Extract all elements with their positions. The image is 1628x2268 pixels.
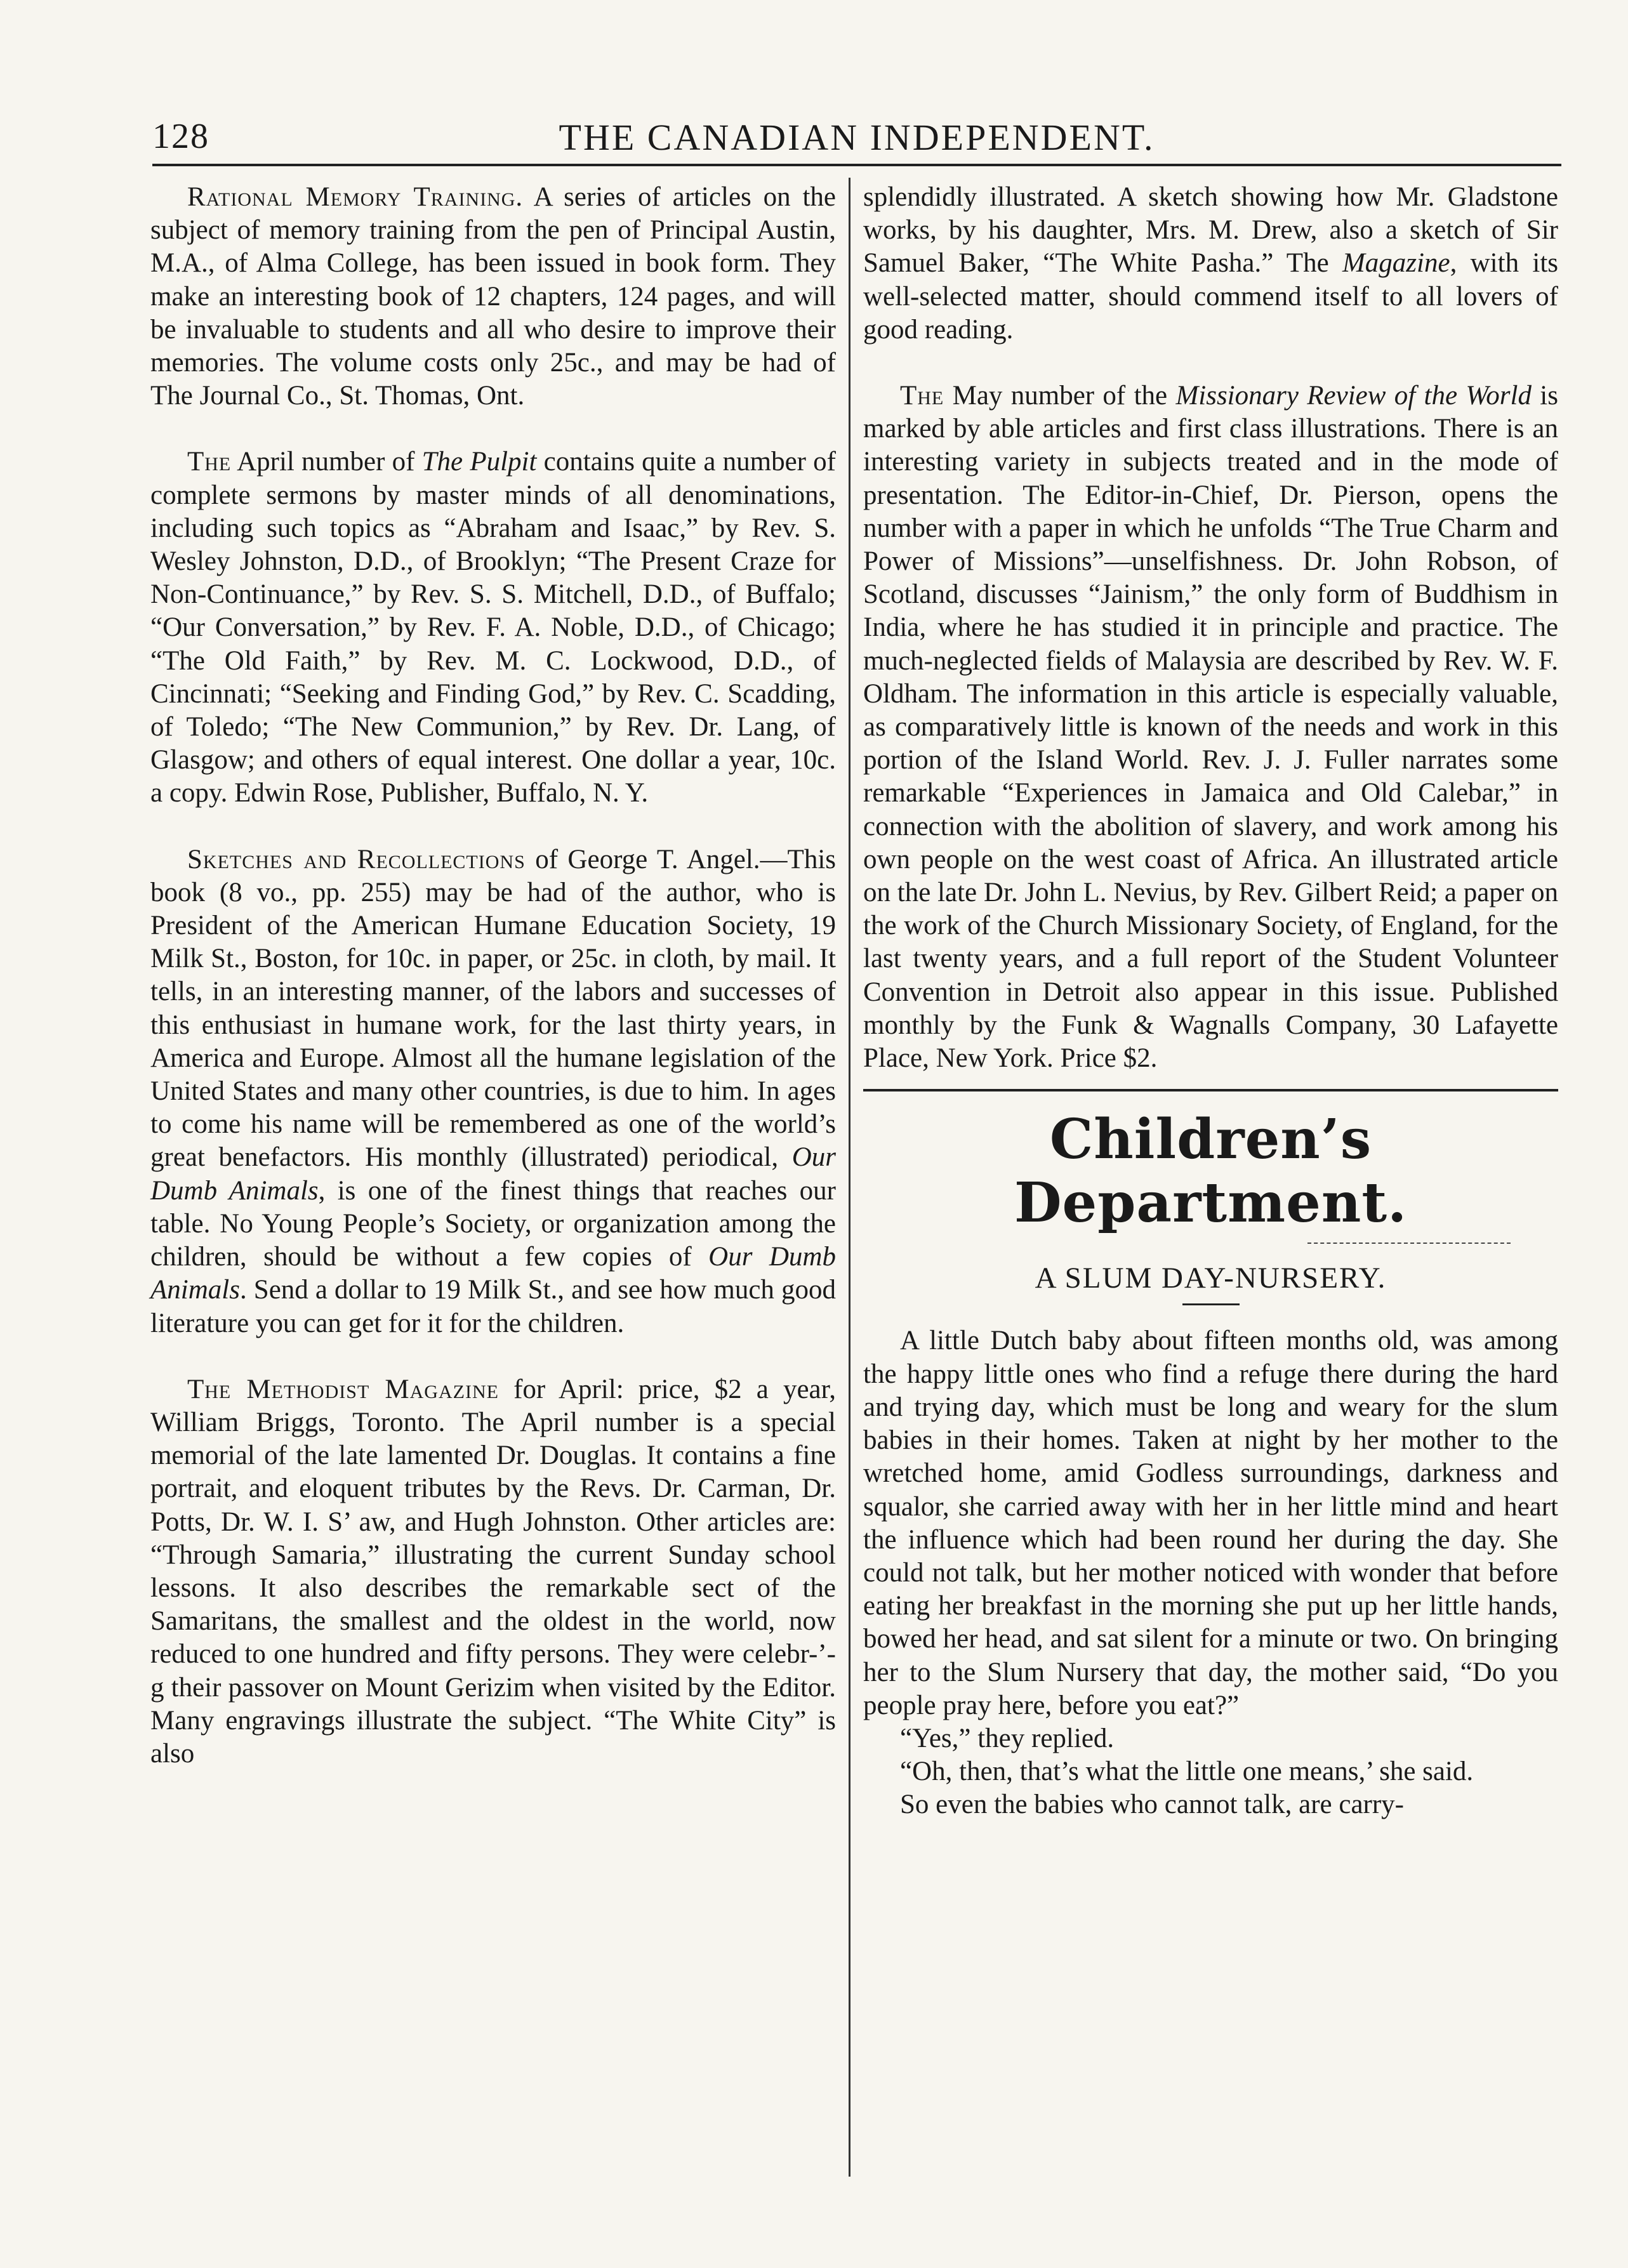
memory-training-text: A series of articles on the subject of memory training from the pen of Principal Austin, M.A., of Alma College, has been issued in book form. They make an interesting book of 12 chapters, 124 pages, and will be invaluable to students and all who desire to improve their memories. The volume costs only 25c., and may be had of The Journal Co., St. Thomas, Ont. [150, 182, 836, 411]
memory-training-paragraph [150, 181, 836, 412]
column-divider [849, 178, 850, 2177]
header-rule [152, 164, 1561, 166]
pulpit-lead: The [187, 447, 232, 477]
mother-quote-paragraph: “Oh, then, that’s what the little one means,’ she said. [900, 1757, 1474, 1787]
sketches-paragraph [150, 843, 836, 1340]
reply-paragraph: “Yes,” they replied. [900, 1723, 1115, 1753]
page-number: 128 [152, 117, 209, 156]
pulpit-title: The Pulpit [421, 447, 537, 477]
dashed-rule [1307, 1243, 1511, 1244]
missionary-text-a: May number of the [944, 381, 1176, 411]
dumb-animals-title-2: Our Dumb Animals [150, 1242, 836, 1305]
section-rule [863, 1089, 1558, 1091]
short-rule [1182, 1303, 1240, 1305]
sketches-text-c: . Send a dollar to 19 Milk St., and see how much good literature you can get for it for the children. [150, 1275, 836, 1338]
page-header [152, 111, 1561, 162]
running-title: THE CANADIAN INDEPENDENT. [559, 117, 1155, 158]
missionary-text-b: is marked by able articles and first class illustrations. There is an interesting variety in subjects treated and in the mode of presentation. The Editor-in-Chief, Dr. Pierson, opens the number with a paper in which he unfolds “The True Charm and Power of Missions”—unselfishness. Dr. John Robson, of Scotland, discusses “Jainism,” the only form of Buddhism in India, where he has studied it in principle and practice. The much-neglected fields of Malaysia are described by Rev. W. F. Oldham. The information in this article is especially valuable, as comparatively little is known of the needs and work in this portion of the Island World. Rev. J. J. Fuller narrates some remarkable “Experiences in Jamaica and Old Calebar,” in connection with the abolition of slavery, and work among his own people on the west coast of Africa. An illustrated article on the late Dr. John L. Nevius, by Rev. Gilbert Reid; a paper on the work of the Church Missionary Society, of England, for the last twenty years, and a full report of the Student Volunteer Convention in Detroit also appear in this issue. Published monthly by the Funk & Wagnalls Company, 30 Lafayette Place, New York. Price $2. [863, 381, 1558, 1074]
continuation-text-b: , with its well-selected matter, should commend itself to all lovers of good reading. [863, 248, 1558, 345]
sketches-text-b: , is one of the finest things that reaches our table. No Young People’s Society, or organization among the children, should be without a few copies of [150, 1175, 836, 1272]
dumb-animals-title-1: Our Dumb Animals [150, 1142, 836, 1206]
magazine-continuation-paragraph [863, 181, 1558, 346]
pulpit-text-a: April number of [231, 447, 422, 477]
magazine-word: Magazine [1342, 248, 1450, 279]
memory-training-lead: Rational Memory Training. [187, 182, 524, 212]
methodist-magazine-paragraph [150, 1373, 836, 1770]
missionary-lead: The [900, 381, 944, 411]
sketches-lead: Sketches and Recollections [187, 844, 526, 874]
sketches-text-a: of George T. Angel.—This book (8 vo., pp. 255) may be had of the author, who is President of the American Humane Education Society, 19 Milk St., Boston, for 10c. in paper, or 25c. in cloth, by mail. It tells, in an interesting manner, of the labors and successes of this enthusiast in humane work, for the last thirty years, in America and Europe. Almost all the humane legislation of the United States and many other countries, is due to him. In ages to come his name will be remembered as one of the world’s great benefactors. His monthly (illustrated) periodical, [150, 844, 837, 1173]
methodist-text: for April: price, $2 a year, William Briggs, Toronto. The April number is a special memorial of the late lamented Dr. Douglas. It contains a fine portrait, and eloquent tributes by the Revs. Dr. Carman, Dr. Potts, Dr. W. I. S’ aw, and Hugh Johnston. Other articles are: “Through Samaria,” illustrating the current Sunday school lessons. It also describes the remarkable sect of the Samaritans, the smallest and the oldest in the world, now reduced to one hundred and fifty persons. They were celebr-’-g their passover on Mount Gerizim when visited by the Editor. Many engravings illustrate the subject. “The White City” is also [150, 1374, 836, 1769]
right-column [863, 181, 1558, 1822]
left-column [150, 181, 836, 1770]
slum-nursery-paragraph: A little Dutch baby about fifteen months old, was among the happy little ones who find a refuge there during the hard and trying day, which must be long and weary for the slum babies in their homes. Taken at night by her mother to the wretched home, amid Godless surroundings, darkness and squalor, she carried away with her in her little mind and heart the influence which had been round her during the day. She could not talk, but her mother noticed with wonder that before eating her breakfast in the morning she put up her little hands, bowed her head, and sat silent for a minute or two. On bringing her to the Slum Nursery that day, the mother said, “Do you people pray here, before you eat?” [863, 1326, 1558, 1720]
methodist-lead: The Methodist Magazine [187, 1374, 499, 1404]
continuation-text-a: splendidly illustrated. A sketch showing how Mr. Gladstone works, by his daughter, Mrs. M. Drew, also a sketch of Sir Samuel Baker, “The White Pasha.” The [863, 182, 1558, 279]
pulpit-text-b: contains quite a number of complete sermons by master minds of all denominations, including such topics as “Abraham and Isaac,” by Rev. S. Wesley Johnston, D.D., of Brooklyn; “The Present Craze for Non-Continuance,” by Rev. S. S. Mitchell, D.D., of Buffalo; “Our Conversation,” by Rev. F. A. Noble, D.D., of Chicago; “The Old Faith,” by Rev. M. C. Lockwood, D.D., of Cincinnati; “Seeking and Finding God,” by Rev. C. Scadding, of Toledo; “The New Communion,” by Rev. Dr. Lang, of Glasgow; and others of equal interest. One dollar a year, 10c. a copy. Edwin Rose, Publisher, Buffalo, N. Y. [150, 447, 836, 808]
pulpit-paragraph [150, 445, 836, 810]
article-title: A SLUM DAY-NURSERY. [1035, 1262, 1387, 1295]
missionary-review-paragraph [863, 379, 1558, 1075]
closing-paragraph: So even the babies who cannot talk, are carry- [900, 1790, 1404, 1820]
missionary-review-title: Missionary Review of the World [1175, 381, 1532, 411]
childrens-department-heading: Children’s Department. [1014, 1107, 1408, 1236]
